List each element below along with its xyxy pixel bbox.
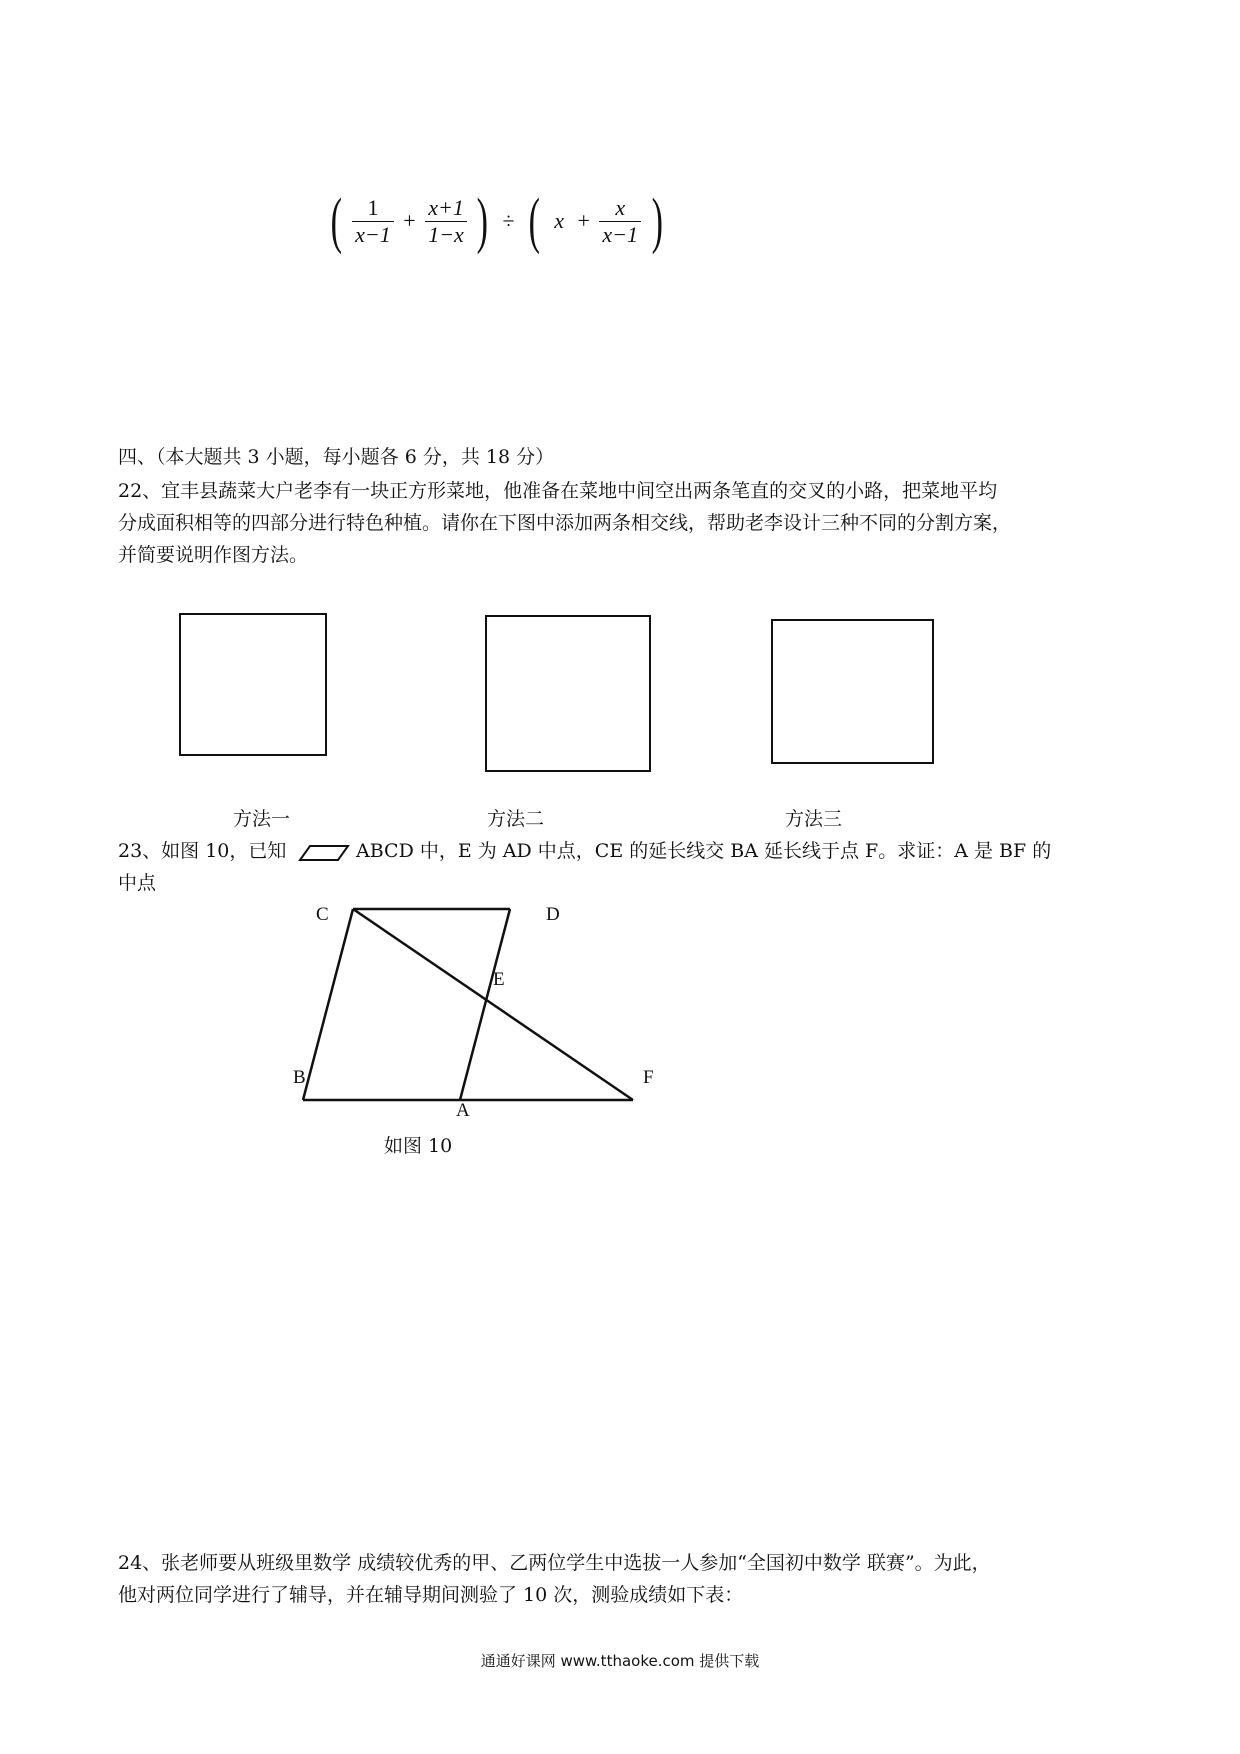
square-method-2[interactable] — [485, 615, 651, 772]
q23-line-1-part-a: 23、如图 10，已知 — [118, 840, 287, 862]
q23-line-1-part-b: ABCD 中，E 为 AD 中点，CE 的延长线交 BA 延长线于点 F。求证：A 是 BF 的 — [356, 840, 1052, 862]
variable-x: x — [554, 208, 564, 233]
segment-cf — [353, 909, 633, 1100]
fraction-2 — [425, 195, 467, 248]
right-paren: ) — [476, 187, 489, 255]
label-e: E — [493, 969, 505, 990]
left-paren: ( — [330, 187, 343, 255]
label-b: B — [293, 1067, 306, 1088]
left-paren-2: ( — [528, 187, 541, 255]
fraction-1-numerator: 1 — [352, 195, 394, 222]
square-method-1[interactable] — [179, 613, 327, 756]
plus-sign-2: + — [577, 208, 590, 233]
fraction-2-numerator: x+1 — [425, 195, 467, 222]
q24-line-1: 24、张老师要从班级里数学 成绩较优秀的甲、乙两位学生中选拔一人参加“全国初中数学 联赛”。为此， — [118, 1552, 991, 1574]
page-footer: 通通好课网 www.tthaoke.com 提供下载 — [480, 1652, 760, 1670]
square-method-3[interactable] — [771, 619, 934, 764]
figure-caption: 如图 10 — [384, 1135, 453, 1157]
fraction-3 — [599, 195, 641, 248]
fraction-1 — [352, 195, 394, 248]
segment-cb — [303, 909, 353, 1100]
q22-line-1: 22、宜丰县蔬菜大户老李有一块正方形菜地，他准备在菜地中间空出两条笔直的交叉的小路，把菜地平均 — [118, 480, 998, 502]
q22-line-3: 并简要说明作图方法。 — [118, 544, 309, 566]
segment-da — [460, 909, 510, 1100]
q24-line-2: 他对两位同学进行了辅导，并在辅导期间测验了 10 次，测验成绩如下表： — [118, 1584, 744, 1606]
label-a: A — [456, 1100, 470, 1121]
fraction-2-denominator: 1−x — [428, 221, 464, 247]
right-paren-2: ) — [651, 187, 663, 255]
q22-line-2: 分成面积相等的四部分进行特色种植。请你在下图中添加两条相交线，帮助老李设计三种不同的分割方案， — [118, 512, 1012, 534]
expression — [326, 187, 667, 255]
parallelogram-icon — [298, 843, 350, 863]
caption-method-1: 方法一 — [233, 808, 291, 830]
fraction-3-numerator: x — [599, 195, 641, 222]
divide-sign: ÷ — [502, 208, 515, 233]
caption-method-3: 方法三 — [785, 808, 843, 830]
caption-method-2: 方法二 — [487, 808, 545, 830]
label-f: F — [643, 1067, 654, 1088]
section-heading: 四、（本大题共 3 小题，每小题各 6 分，共 18 分） — [118, 446, 555, 468]
fraction-3-denominator: x−1 — [602, 221, 639, 247]
q23-line-2: 中点 — [118, 872, 157, 894]
label-c: C — [316, 904, 329, 925]
fraction-1-denominator: x−1 — [355, 221, 391, 247]
plus-sign: + — [403, 208, 416, 233]
label-d: D — [546, 904, 560, 925]
